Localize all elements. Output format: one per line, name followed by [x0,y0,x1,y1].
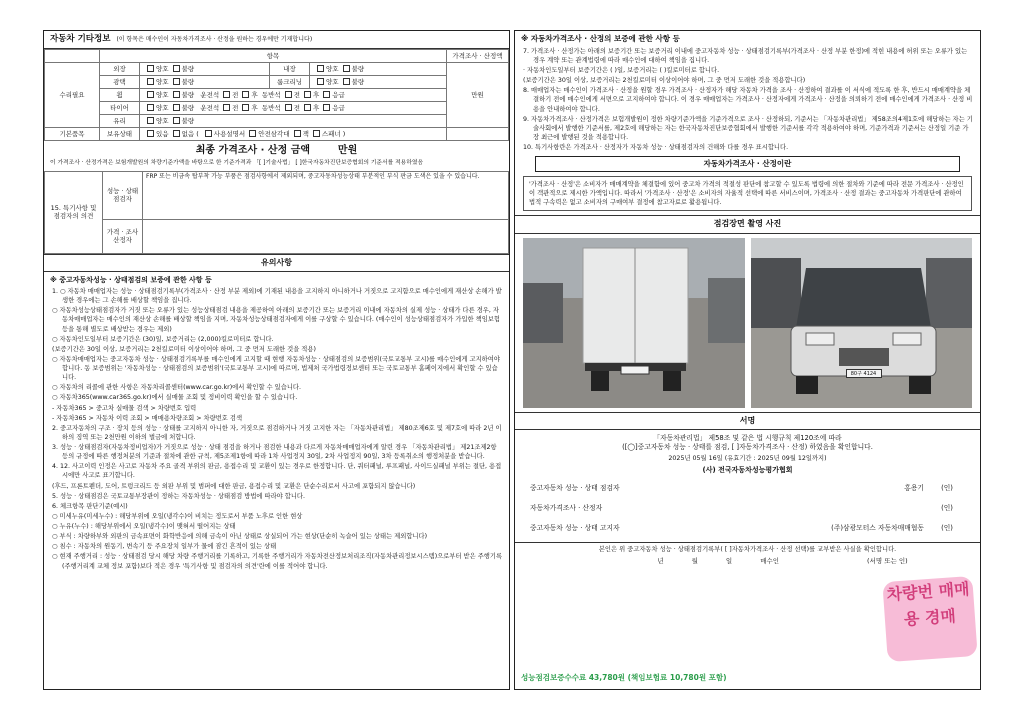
left-panel [43,30,510,690]
checkbox[interactable] [285,104,292,111]
checkbox[interactable] [294,130,301,137]
receipt-date-row [515,557,980,565]
other-info-title: 자동차 기타정보 [50,34,111,44]
signature-title: 서명 [515,412,980,430]
list-item: - 자동차365 > 중고차 실매물 검색 > 차량번호 입력 [52,404,197,412]
checkbox[interactable] [317,78,324,85]
row-label: 타이어 [100,102,140,115]
receipt-confirmation: 본인은 위 중고자동차 성능 · 상태점검기록부( [ ]자동차가격조사 · 산정 선택)를 교부받은 사실을 확인합니다. [515,542,980,557]
right-panel [514,30,981,690]
seal-mark: (인) [941,483,953,492]
signature-row [527,478,967,498]
inspection-fee: 성능점검보증수수료 43,780원 (책임보험료 10,780원 포함) [521,673,727,683]
opt-label: 후 [313,90,320,99]
signer-role: 중고자동차 성능 · 상태 고지자 [530,523,620,532]
own-status-label: 보유상태 [100,128,140,141]
opinion-label: 15. 특기사항 및 점검자의 의견 [45,171,103,253]
checkbox[interactable] [147,78,154,85]
list-item: - 자동차365 > 자동차 이력 조회 > 매매용차량조회 > 차량번호 검색 [52,414,243,422]
opt-label: 양호 [326,77,339,86]
opt-label: 불량 [181,103,195,112]
warranty-list [515,47,980,152]
opt-label: 양호 [156,77,169,86]
opt-label: 불량 [181,64,195,73]
buyer-label: 매수인 [760,557,780,566]
checkbox[interactable] [173,65,180,72]
list-item: 8. 매매업자는 매수인이 가격조사 · 산정을 원할 경우 가격조사 · 산정자가 해당 자동차 가격을 조사 · 산정하여 결과를 이 서식에 적도록 한 후, 반드시 매매계약을 체결하기 전에 매수인에게 서면으로 고지하여야 합니다. 이 경우 매매업자는 가격조사 · 산정자에게 가격조사 · 산정을 의뢰하기 전에 매수인에게 가격조사 · 산정 비용을 안내하여야 합니다. [523,87,973,113]
buyer-sign-label: (서명 또는 인) [867,557,908,566]
item-header: 항목 [100,50,447,63]
list-item: ○ 현재 주행거리 : 성능 · 상태점검 당시 해당 차량 주행거리를 기록하고, 기록한 주행거리가 자동차전산정보처리조직(자동차관리정보시스템)으로부터 받은 주행기록(주행거리계 교체 정보 포함)보다 적은 경우 '특기사항 및 점검자의 의견'란에 이를 적어야 합니다. [52,553,503,570]
opinion-table [44,171,509,254]
perf-inspector-opinion: FRP 또는 비금속 탑부착 가능 부품은 점검사항에서 제외되며, 중고자동차성능상태 부분적인 부식 판금 도색은 있을 수 있습니다. [143,171,509,219]
opt-label: 불량 [351,77,365,86]
list-item: 4. 12. 사고이력 인정은 사고로 자동차 주요 골격 부위의 판금, 용접수리 및 교환이 있는 경우로 한정합니다. 단, 쿼터패널, 루프패널, 사이드실패널 부위는 절단, 용접 시에만 사고로 표기합니다. [52,463,502,480]
inspection-photos [515,234,980,412]
checkbox[interactable] [323,104,330,111]
final-price-note: 이 가격조사 · 산정가격은 보험개발원의 차량기준가액을 바탕으로 한 기준가격과 「[ ]기술사법」 [ ]한국자동차진단보증협회의 기준서를 적용하였음 [50,160,424,167]
list-item: ○ 자동차매매업자는 중고자동차 성능 · 상태점검기록부를 매수인에게 고지할 때 현행 자동차성능 · 상태점검의 보증범위(국토교통부 고시)를 매수인에게 고지하여야 합니다. 동 보증범위는 '자동차성능 · 상태점검의 보증범위'(국토교통부 고시)에 따르며, 법제처 국가법령정보센터 또는 국토교통부 홈페이지에서 확인할 수 있습니다. [52,355,500,382]
row-label: 룸크리닝 [270,76,310,89]
final-price-title: 최종 가격조사 · 산정 금액 [195,145,311,157]
opt-label: 불량 [351,64,365,73]
opt-label: 전 [293,90,300,99]
checkbox[interactable] [304,91,311,98]
opt-label: 양호 [156,116,169,125]
opt-label: 안전삼각대 [258,129,290,138]
checkbox[interactable] [173,130,180,137]
list-item: ○ 자동차성능상태점검자가 거짓 또는 오류가 있는 성능상태점검 내용을 제공하여 아래의 보증기간 또는 보증거리 이내에 자동차의 실제 성능 · 상태가 다른 경우, 자동차매매업자는 매수인의 재산상 손해를 배상할 책임을 지며, 자동차성능상태점검자에게 이를 구상할 수 있습니다. (매수인이 성능상태점검자가 가입한 책임보험 등을 통해 별도로 배상받는 경우는 제외) [52,307,500,333]
list-item: 2. 중고자동차의 구조 · 장치 등의 성능 · 상태를 고지하지 아니한 자, 거짓으로 점검하거나 거짓 고지한 자는 「자동차관리법」 제80조제6호 및 제7호에 따라 2년 이하의 징역 또는 2천만원 이하의 벌금에 처합니다. [52,424,502,441]
list-item: ○ 부식 : 차량하부와 외판의 금속표면이 화학반응에 의해 금속이 아닌 상태로 상실되어 가는 현상(단순히 녹슬어 있는 상태는 제외합니다) [52,533,428,541]
opt-label: 있음 [156,129,169,138]
list-item: ○ 누유(누수) : 해당부위에서 오일(냉각수)이 맺혀서 떨어지는 상태 [52,523,236,531]
signature-table [527,478,967,538]
checkbox[interactable] [317,65,324,72]
opt-label: 양호 [156,64,169,73]
dealer-stamp: 차량번 매매용 경매 [882,576,977,662]
checkbox[interactable] [147,130,154,137]
opt-label: 양호 [326,64,339,73]
list-item: 6. 체크항목 판단기준(예시) [52,502,128,510]
signer-name: 홍용기 [904,483,924,492]
list-item: 9. 자동차가격조사 · 산정가격은 보험개발원이 정한 차량기준가액을 기준가격으로 조사 · 산정하되, 기준서는 「자동차관리법」 제58조의4제1호에 해당하는 자는 기술사회에서 발행한 기준서를, 제2호에 해당하는 자는 한국자동차진단보증협회에서 발행한 기준서를 각각 적용하여야 하며, 기준가격과 기준서는 산정일 기준 가장 최근에 발행된 것을 적용합니다. [523,115,973,141]
list-item: ○ 자동차의 리콜에 관한 사항은 자동차리콜센터(www.car.go.kr)에서 확인할 수 있습니다. [52,384,302,392]
other-info-header [44,31,509,49]
perf-inspector-label: 성능 · 상태 점검자 [103,171,143,219]
checkbox[interactable] [173,91,180,98]
notice-list [44,287,509,571]
notice-title: 유의사항 [44,254,509,272]
opt-label: 응급 [332,103,345,112]
warranty-title: ※ 자동차가격조사 · 산정의 보증에 관한 사항 등 [521,34,680,43]
year-label: 년 [657,557,664,566]
row-label: 휠 [100,89,140,102]
repair-needed-label: 수리필요 [45,63,100,128]
checkbox[interactable] [173,104,180,111]
row-label: 유리 [100,115,140,128]
truck-front-photo [751,238,973,408]
list-item: (후드, 프론트펜더, 도어, 트렁크리드 등 외판 부위 및 범퍼에 대한 판금, 용접수리 및 교환은 단순수리로서 사고에 포함되지 않습니다) [52,482,416,490]
final-price-unit: 만원 [337,145,358,157]
unit-label: 만원 [447,63,509,128]
row-label: 운전석 [200,90,220,99]
other-info-note: (이 항목은 매수인이 자동차가격조사 · 산정을 원하는 경우에만 기재합니다) [116,36,313,43]
opt-label: 후 [313,103,320,112]
opt-label: 불량 [181,77,195,86]
list-item: 3. 성능 · 상태점검자(자동차정비업자)가 거짓으로 성능 · 상태 점검을 하거나 점검한 내용과 다르게 자동차매매업자에게 알린 경우 「자동차관리법」 제21조제2항 등의 규정에 따른 행정처분의 기준과 절차에 관한 규칙, 제5조제1항에 따라 1차 사업정지 30일, 2차 사업정지 90일, 3차 등록취소의 행정처분을 받습니다. [52,444,497,461]
list-item: · 자동차인도일부터 보증기간은 ( )일, 보증거리는 ( )킬로미터로 합니다. [523,67,720,74]
opt-label: 양호 [156,103,169,112]
checkbox[interactable] [343,78,350,85]
validity-period: 2025년 05월 16일 (유효기간 : 2025년 09월 12일까지) [668,454,827,462]
opt-label: 전 [232,103,239,112]
checkbox[interactable] [147,104,154,111]
checkbox[interactable] [249,130,256,137]
price-header: 가격조사 · 산정액 [447,50,509,63]
month-label: 월 [691,557,698,566]
opt-label: 불량 [181,90,195,99]
truck-rear-photo [523,238,745,408]
signer-role: 자동차가격조사 · 산정자 [530,503,603,512]
checkbox[interactable] [285,91,292,98]
opt-label: 스패너 [321,129,341,138]
license-plate: 80구 4124 [846,369,882,378]
signature-row [527,518,967,538]
opt-label: 전 [293,103,300,112]
seal-mark: (인) [941,503,953,512]
signature-text-1: 「자동차관리법」 제58조 및 같은 법 시행규칙 제120조에 따라 [653,434,842,443]
price-assessor-label: 가격 · 조사 산정자 [103,219,143,253]
opt-label: 잭 [302,129,309,138]
checkbox[interactable] [223,104,230,111]
opt-label: 없음 [181,129,195,138]
row-label: 동반석 [261,103,281,112]
list-item: 1. ○ 자동차 매매업자는 성능 · 상태점검기록부(가격조사 · 산정 부분 제외)에 기재된 내용을 고지하지 아니하거나 거짓으로 고지함으로 매수인에게 재산상 손해가 발생한 경우에는 그 손해를 배상할 책임을 집니다. [52,288,502,305]
row-label: 운전석 [200,103,220,112]
list-item: 7. 가격조사 · 산정가는 아래의 보증기간 또는 보증거리 이내에 중고자동차 성능 · 상태점검기록부(가격조사 · 산정 부분 한정)에 적힌 내용에 허위 또는 오류가 있는 경우 계약 또는 관계법령에 따라 매수인에 대하여 책임을 집니다. [523,47,968,64]
row-label: 동반석 [261,90,281,99]
opt-label: 응급 [332,90,345,99]
opt-label: 후 [251,103,258,112]
opt-label: 후 [251,90,258,99]
signer-role: 중고자동차 성능 · 상태 점검자 [530,483,620,492]
checkbox[interactable] [343,65,350,72]
day-label: 일 [725,557,733,566]
photos-title: 점검장면 촬영 사진 [515,215,980,233]
checkbox[interactable] [223,91,230,98]
row-label: 광택 [100,76,140,89]
list-item: ○ 자동차365(www.car365.go.kr)에서 실매물 조회 및 정비이력 확인을 할 수 있습니다. [52,394,298,402]
checkbox[interactable] [147,117,154,124]
list-item: 10. 특기사항란은 가격조사 · 산정자가 자동차 성능 · 상태점검자의 건해와 다를 경우 표시합니다. [523,144,789,151]
list-item: (보증기간은 30일 이상, 보증거리는 2천킬로미터 이상이어야 하며, 그 중 먼저 도래한 것을 적용) [52,345,316,353]
seal-mark: (인) [941,523,953,532]
signer-name [697,498,927,518]
opt-label: 사용설명서 [213,129,246,138]
checkbox[interactable] [173,78,180,85]
notice-subtitle: ※ 중고자동차성능 · 상태점검의 보증에 관한 사항 등 [50,275,212,284]
other-info-table: 항목 가격조사 · 산정액 수리필요 외장 양호 불량 내장 양호 불량 만원 광택 양호 불량 룸크리닝 양호 불량 휠 양호 불량 운전석 전 후 동반석 전 후 응급 타이어 양호 불량 운전석 전 후 동반석 전 후 응급 유리 양호 불량 기본품목 보유상태 있음 없음 ( 사용설명서 안전삼각대 잭 스패너 ) [44,49,509,141]
list-item: ○ 미세누유(미세누수) : 해당부위에 오일(냉각수)이 비치는 정도로서 부품 노후로 인한 현상 [52,512,303,520]
price-assessment-box-title: 자동차가격조사 · 산정이란 [535,156,960,172]
list-item: ○ 자동차인도일부터 보증기간은 (30)일, 보증거리는 (2,000)킬로미터로 합니다. [52,335,274,343]
opt-label: 불량 [181,116,195,125]
price-assessment-description: '가격조사 · 산정'은 소비자가 매매계약을 체결함에 있어 중고차 가격의 적절성 판단에 참고할 수 있도록 법령에 의한 절차와 기준에 따라 전문 가격조사 · 산정인이 객관적으로 제시한 가액입니다. 따라서 '가격조사 · 산정'은 소비자의 자율적 선택에 따른 서비스이며, 가격조사 · 산정 결과는 중고자동차 가격판단에 관하여 법적 구속력은 없고 소비자의 구매여부 결정에 참고자료로 활용됩니다. [523,176,972,211]
signature-row [527,498,967,518]
opt-label: 전 [232,90,239,99]
organization-name: (사) 전국자동차성능평가협회 [702,465,793,474]
list-item: ○ 침수 : 자동차의 원동기, 변속기 등 주요장치 일부가 물에 잠긴 흔적이 있는 상태 [52,543,277,551]
checkbox[interactable] [242,91,249,98]
checkbox[interactable] [323,91,330,98]
opt-label: 양호 [156,90,169,99]
final-price-line [44,141,509,160]
signature-text-2: ([◯]중고자동차 성능 · 상태를 점검, [ ]자동차가격조사 · 산정) 하였음을 확인합니다. [622,442,873,451]
row-label: 외장 [100,63,140,76]
checkbox[interactable] [304,104,311,111]
list-item: 5. 성능 · 상태점검은 국토교통부장관이 정하는 자동차성능 · 상태점검 방법에 따라야 합니다. [52,492,306,500]
checkbox[interactable] [205,130,212,137]
checkbox[interactable] [147,65,154,72]
warranty-header [515,31,980,47]
row-label: 내장 [270,63,310,76]
signer-name: (주)삼광모터스 자동차매매협동 [831,523,924,532]
checkbox[interactable] [313,130,320,137]
checkbox[interactable] [242,104,249,111]
checkbox[interactable] [173,117,180,124]
checkbox[interactable] [147,91,154,98]
basic-items-label: 기본품목 [45,128,100,141]
list-item: (보증기간은 30일 이상, 보증거리는 2천킬로미터 이상이어야 하며, 그 중 먼저 도래한 것을 적용합니다) [523,77,806,85]
